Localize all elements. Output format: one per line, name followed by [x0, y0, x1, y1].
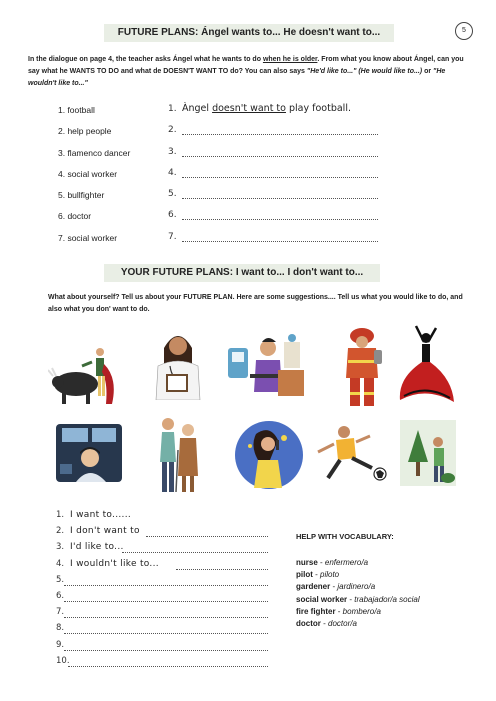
- plan-row[interactable]: [56, 559, 268, 575]
- page-number: 5: [455, 22, 473, 40]
- answer-number: 3.: [168, 146, 177, 157]
- plan-number: 5.: [56, 574, 65, 585]
- plan-row[interactable]: [56, 510, 268, 526]
- answer-row[interactable]: [168, 145, 378, 166]
- help-title: HELP WITH VOCABULARY:: [296, 532, 394, 541]
- your-plans-list: [56, 510, 268, 672]
- plan-row[interactable]: [56, 591, 268, 607]
- vocabulary-help: [296, 532, 420, 630]
- help-item: nurse - enfermero/a: [296, 558, 369, 567]
- answer-line[interactable]: [182, 198, 378, 199]
- plan-line[interactable]: [64, 601, 268, 602]
- answer-number: 7.: [168, 231, 177, 242]
- firefighter-illustration: [340, 326, 384, 410]
- answer-row: [168, 102, 378, 123]
- help-item: pilot - piloto: [296, 570, 340, 580]
- answer-row[interactable]: [168, 187, 378, 208]
- plan-number: 4.: [56, 558, 65, 569]
- plan-number: 8.: [56, 623, 65, 634]
- plan-row[interactable]: [56, 656, 268, 672]
- answer-number: 1.: [168, 104, 177, 114]
- plan-row[interactable]: [56, 526, 268, 542]
- plan-number: 9.: [56, 639, 65, 650]
- help-item: gardener - jardinero/a: [296, 582, 376, 592]
- answer-line[interactable]: [182, 156, 378, 157]
- answer-row[interactable]: [168, 123, 378, 144]
- intro-paragraph: In the dialogue on page 4, the teacher asks Ángel what he wants to do when he is older. From what you know about Ángel, can you say what he WANTS TO DO and what de DOESN'T WANT TO do? You can also says "He'd like to..." (He would like to...) or "He wouldn't like to...": [28, 56, 464, 87]
- list-item: 7. social worker: [58, 232, 118, 243]
- answer-line[interactable]: [182, 177, 378, 178]
- plan-line[interactable]: [68, 666, 268, 667]
- answer-number: 6.: [168, 210, 177, 221]
- social-worker-illustration: [228, 330, 310, 402]
- plan-line[interactable]: [64, 617, 268, 618]
- doctor-illustration: [150, 326, 206, 400]
- section-intro: What about yourself? Tell us about your FUTURE PLAN. Here are some suggestions.... Tell us what you would like to do, and also what you don' want to do.: [48, 294, 463, 313]
- list-item: 3. flamenco dancer: [58, 147, 131, 158]
- answer-number: 2.: [168, 125, 177, 136]
- help-item: fire fighter - bombero/a: [296, 606, 381, 616]
- plan-line[interactable]: [64, 650, 268, 651]
- list-item: 1. football: [58, 105, 95, 115]
- answer-row[interactable]: [168, 208, 378, 229]
- plan-line[interactable]: [176, 569, 268, 570]
- singer-illustration: [234, 420, 304, 490]
- answer-line[interactable]: [182, 134, 378, 135]
- section-title: YOUR FUTURE PLANS: I want to... I don't want to...: [104, 264, 380, 282]
- pilot-illustration: [56, 424, 122, 482]
- plan-number: 6.: [56, 590, 65, 601]
- flamenco-dancer-illustration: [396, 322, 456, 406]
- carer-illustration: [152, 410, 204, 496]
- plan-number: 10.: [56, 655, 70, 666]
- list-item: 5. bullfighter: [58, 190, 105, 201]
- plan-number: 1.: [56, 510, 65, 520]
- answer-number: 4.: [168, 167, 177, 178]
- football-player-illustration: [310, 422, 390, 486]
- help-item: doctor - doctor/a: [296, 619, 357, 629]
- plan-text: I wouldn't like to...: [70, 558, 159, 569]
- plan-number: 7.: [56, 607, 65, 618]
- plan-row[interactable]: [56, 640, 268, 656]
- plan-row[interactable]: [56, 623, 268, 639]
- plan-text: I'd like to...: [70, 542, 124, 553]
- answer-row[interactable]: [168, 166, 378, 187]
- list-item: 6. doctor: [58, 211, 92, 222]
- page-title: FUTURE PLANS: Ángel wants to... He doesn't want to...: [104, 24, 394, 42]
- plan-number: 2.: [56, 526, 65, 537]
- plan-row[interactable]: [56, 607, 268, 623]
- list-item: 4. social worker: [58, 168, 118, 179]
- answer-line[interactable]: [182, 219, 378, 220]
- list-item: 2. help people: [58, 126, 112, 137]
- plan-text: I don't want to: [70, 526, 140, 537]
- plan-row[interactable]: [56, 542, 268, 558]
- vocab-list: [58, 104, 130, 253]
- plan-text: I want to......: [70, 510, 132, 520]
- answer-line[interactable]: [182, 241, 378, 242]
- answer-lines: [168, 102, 378, 251]
- plan-number: 3.: [56, 542, 65, 553]
- plan-line[interactable]: [122, 552, 268, 553]
- bullfighter-illustration: [48, 338, 124, 406]
- answer-text: Àngel doesn't want to play football.: [182, 103, 351, 114]
- underlined-phrase: when he is older: [262, 56, 318, 63]
- gardener-illustration: [400, 420, 456, 486]
- answer-row[interactable]: [168, 230, 378, 251]
- plan-line[interactable]: [146, 536, 268, 537]
- plan-line[interactable]: [64, 585, 268, 586]
- answer-number: 5.: [168, 189, 177, 200]
- plan-line[interactable]: [64, 633, 268, 634]
- help-item: social worker - trabajador/a social: [296, 594, 420, 604]
- plan-row[interactable]: [56, 575, 268, 591]
